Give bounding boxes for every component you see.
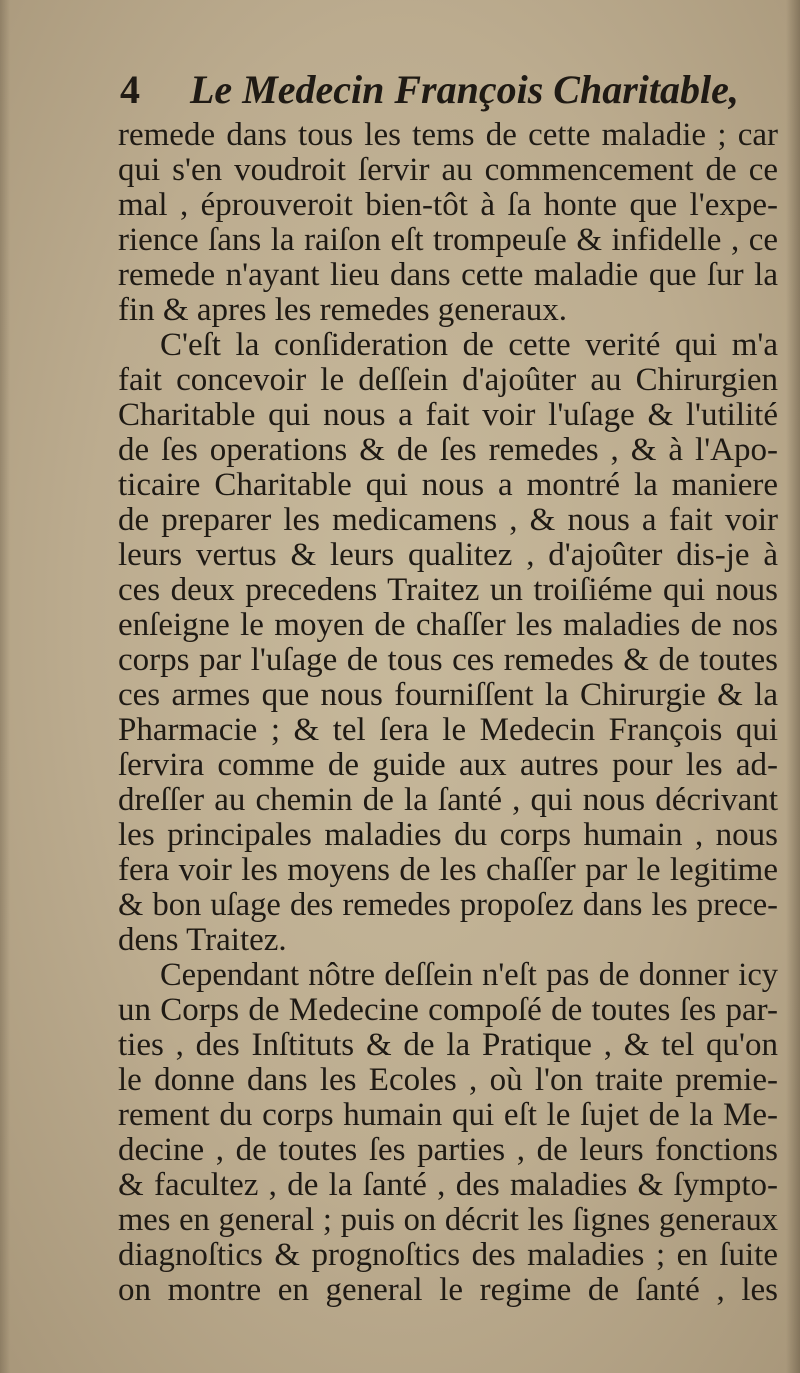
text-line: on montre en general le regime de ſanté , les — [118, 1273, 778, 1308]
text-line: rience ſans la raiſon eſt trompeuſe & infidelle , ce — [118, 223, 778, 258]
text-line: mal , éprouveroit bien-tôt à ſa honte que l'expe- — [118, 188, 778, 223]
text-line: un Corps de Medecine compoſé de toutes ſes par- — [118, 993, 778, 1028]
text-line: Charitable qui nous a fait voir l'uſage & l'utilité — [118, 398, 778, 433]
text-line: mes en general ; puis on décrit les ſignes generaux — [118, 1203, 778, 1238]
text-line: ties , des Inſtituts & de la Pratique , & tel qu'on — [118, 1028, 778, 1063]
text-line: fin & apres les remedes generaux. — [118, 293, 567, 328]
text-line: diagnoſtics & prognoſtics des maladies ; en ſuite — [118, 1238, 778, 1273]
text-line: de ſes operations & de ſes remedes , & à l'Apo- — [118, 433, 778, 468]
text-line: enſeigne le moyen de chaſſer les maladies de nos — [118, 608, 778, 643]
running-title: Le Medecin François Charitable, — [190, 67, 739, 112]
text-line: fera voir les moyens de les chaſſer par le legitime — [118, 853, 778, 888]
text-line: Cependant nôtre deſſein n'eſt pas de donner icy — [160, 958, 778, 993]
text-line: qui s'en voudroit ſervir au commencement de ce — [118, 153, 778, 188]
text-line: & facultez , de la ſanté , des maladies & ſympto- — [118, 1168, 778, 1203]
text-line: ſervira comme de guide aux autres pour les ad- — [118, 748, 778, 783]
page-edge-shadow-left — [0, 0, 10, 1373]
text-line: fait concevoir le deſſein d'ajoûter au Chirurgien — [118, 363, 778, 398]
text-line: leurs vertus & leurs qualitez , d'ajoûter dis-je à — [118, 538, 778, 573]
text-line: decine , de toutes ſes parties , de leurs fonctions — [118, 1133, 778, 1168]
text-line: ticaire Charitable qui nous a montré la maniere — [118, 468, 778, 503]
text-line: remede n'ayant lieu dans cette maladie que ſur la — [118, 258, 778, 293]
running-header — [120, 62, 740, 118]
body-text — [118, 118, 778, 1308]
text-line: les principales maladies du corps humain , nous — [118, 818, 778, 853]
page-edge-shadow-right — [786, 0, 800, 1373]
text-line: le donne dans les Ecoles , où l'on traite premie- — [118, 1063, 778, 1098]
text-line: C'eſt la conſideration de cette verité qui m'a — [160, 328, 778, 363]
text-line: dreſſer au chemin de la ſanté , qui nous décrivant — [118, 783, 778, 818]
text-line: ces armes que nous fourniſſent la Chirurgie & la — [118, 678, 778, 713]
text-line: remede dans tous les tems de cette maladie ; car — [118, 118, 778, 153]
text-line: Pharmacie ; & tel ſera le Medecin François qui — [118, 713, 778, 748]
text-line: rement du corps humain qui eſt le ſujet de la Me- — [118, 1098, 778, 1133]
text-line: de preparer les medicamens , & nous a fait voir — [118, 503, 778, 538]
text-line: ces deux precedens Traitez un troiſiéme qui nous — [118, 573, 778, 608]
text-line: & bon uſage des remedes propoſez dans les prece- — [118, 888, 778, 923]
page-number: 4 — [120, 67, 140, 112]
text-line: dens Traitez. — [118, 923, 287, 958]
text-line: corps par l'uſage de tous ces remedes & de toutes — [118, 643, 778, 678]
